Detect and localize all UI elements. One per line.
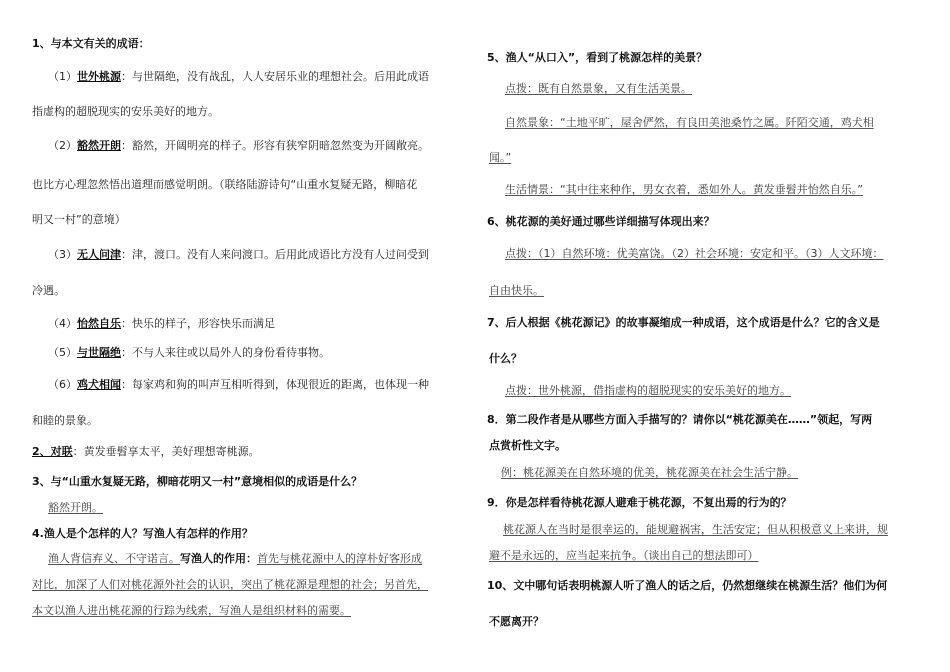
- idiom-number: （5）: [48, 346, 77, 359]
- question-7-a: 7、后人根据《桃花源记》的故事凝缩成一种成语，这个成语是什么？它的含义是: [487, 316, 880, 329]
- idiom-number: （3）: [48, 248, 77, 261]
- idiom-term: 怡然自乐: [77, 317, 121, 330]
- question-8-a: 8．第二段作者是从哪些方面入手描写的？请你以“桃花源美在……”领起，写两: [487, 413, 873, 426]
- answer-8: 例：桃花源美在自然环境的优美，桃花源美在社会生活宁静。: [501, 466, 798, 479]
- answer-4-line-1: [48, 551, 422, 567]
- answer-5-life: 生活情景：“其中往来种作，男女衣着，悉如外人。黄发垂髫并怡然自乐。”: [505, 183, 863, 196]
- idiom-6-cont: 和睦的景象。: [32, 414, 98, 427]
- answer-6-b: 自由快乐。: [489, 284, 544, 297]
- answer-9-a: 桃花源人在当时是很幸运的，能规避祸害，生活安定；但从积极意义上来讲，规: [503, 523, 888, 536]
- answer-3: 豁然开朗。: [48, 501, 103, 514]
- idiom-5: [48, 345, 330, 361]
- answer-7: 点拨：世外桃源，借指虚构的超脱现实的安乐美好的地方。: [505, 384, 791, 397]
- answer-4-part-a: 渔人背信弃义、不守诺言。: [48, 552, 180, 565]
- couplet-text: ：黄发垂髫享太平，美好理想寄桃源。: [72, 445, 260, 458]
- answer-9-b: 避不是永远的，应当起来抗争。（谈出自己的想法即可）: [489, 549, 759, 562]
- question-4: 4.渔人是个怎样的人？写渔人有怎样的作用？: [32, 527, 253, 540]
- idiom-term: 世外桃源: [77, 70, 121, 83]
- answer-5-nature-b: 闻。”: [489, 151, 512, 164]
- idiom-6: [48, 377, 429, 393]
- answer-6-a: 点拨：（1）自然环境：优美富饶。（2）社会环境：安定和平。（3）人文环境：: [505, 247, 884, 260]
- question-8-b: 点赏析性文字。: [489, 439, 566, 452]
- question-10-b: 不愿离开？: [489, 615, 544, 628]
- question-3: 3、与“山重水复疑无路，柳暗花明又一村”意境相似的成语是什么？: [32, 475, 363, 488]
- idiom-3: [48, 247, 429, 263]
- answer-4-line-3: 本文以渔人进出桃花源的行踪为线索，写渔人是组织材料的需要。: [32, 604, 351, 617]
- idiom-4: [48, 316, 275, 332]
- idiom-1-cont: 指虚构的超脱现实的安乐美好的地方。: [32, 105, 219, 118]
- idiom-number: （6）: [48, 378, 77, 391]
- idiom-2-cont-a: 也比方心理忽然悟出道理而感觉明朗。（联络陆游诗句“山重水复疑无路，柳暗花: [32, 178, 418, 191]
- idiom-1: [48, 69, 429, 85]
- idiom-term: 无人问津: [77, 248, 121, 261]
- question-6: 6、桃花源的美好通过哪些详细描写体现出来？: [487, 215, 715, 228]
- question-10-a: 10、文中哪句话表明桃源人听了渔人的话之后，仍然想继续在桃源生活？他们为何: [487, 579, 888, 592]
- answer-4-part-c: 首先与桃花源中人的淳朴好客形成: [257, 552, 422, 565]
- idiom-term: 鸡犬相闻: [77, 378, 121, 391]
- idiom-2: [48, 138, 429, 154]
- idiom-2-cont-b: 明又一村”的意境）: [32, 213, 126, 226]
- idiom-number: （4）: [48, 317, 77, 330]
- section-title-idioms: 1、与本文有关的成语：: [32, 37, 150, 50]
- answer-4-part-b: 写渔人的作用：: [180, 552, 257, 565]
- answer-4-line-2: 对比，加深了人们对桃花源外社会的认识，突出了桃花源是理想的社会；另首先，: [32, 578, 428, 591]
- idiom-definition: ：与世隔绝，没有战乱，人人安居乐业的理想社会。后用此成语: [121, 70, 429, 83]
- idiom-number: （2）: [48, 139, 77, 152]
- idiom-3-cont: 冷遇。: [32, 284, 65, 297]
- idiom-number: （1）: [48, 70, 77, 83]
- idiom-definition: ：每家鸡和狗的叫声互相听得到，体现很近的距离，也体现一种: [121, 378, 429, 391]
- idiom-definition: ：津，渡口。没有人来问渡口。后用此成语比方没有人过问受到: [121, 248, 429, 261]
- idiom-definition: ：豁然，开阔明亮的样子。形容有狭窄阴暗忽然变为开阔敞亮。: [121, 139, 429, 152]
- idiom-definition: ：不与人来往或以局外人的身份看待事物。: [121, 346, 330, 359]
- question-7-b: 什么？: [489, 352, 522, 365]
- question-5: 5、渔人“从口入”，看到了桃源怎样的美景？: [487, 51, 708, 64]
- idiom-term: 与世隔绝: [77, 346, 121, 359]
- idiom-term: 豁然开朗: [77, 139, 121, 152]
- couplet: [32, 444, 260, 460]
- idiom-definition: ：快乐的样子，形容快乐而满足: [121, 317, 275, 330]
- question-9: 9．你是怎样看待桃花源人避难于桃花源，不复出焉的行为的？: [487, 496, 792, 509]
- couplet-label: 2、对联: [32, 445, 73, 458]
- answer-5-nature-a: 自然景象：“土地平旷，屋舍俨然，有良田美池桑竹之属。阡陌交通，鸡犬相: [505, 116, 874, 129]
- answer-5-hint: 点拨：既有自然景象，又有生活美景。: [505, 82, 692, 95]
